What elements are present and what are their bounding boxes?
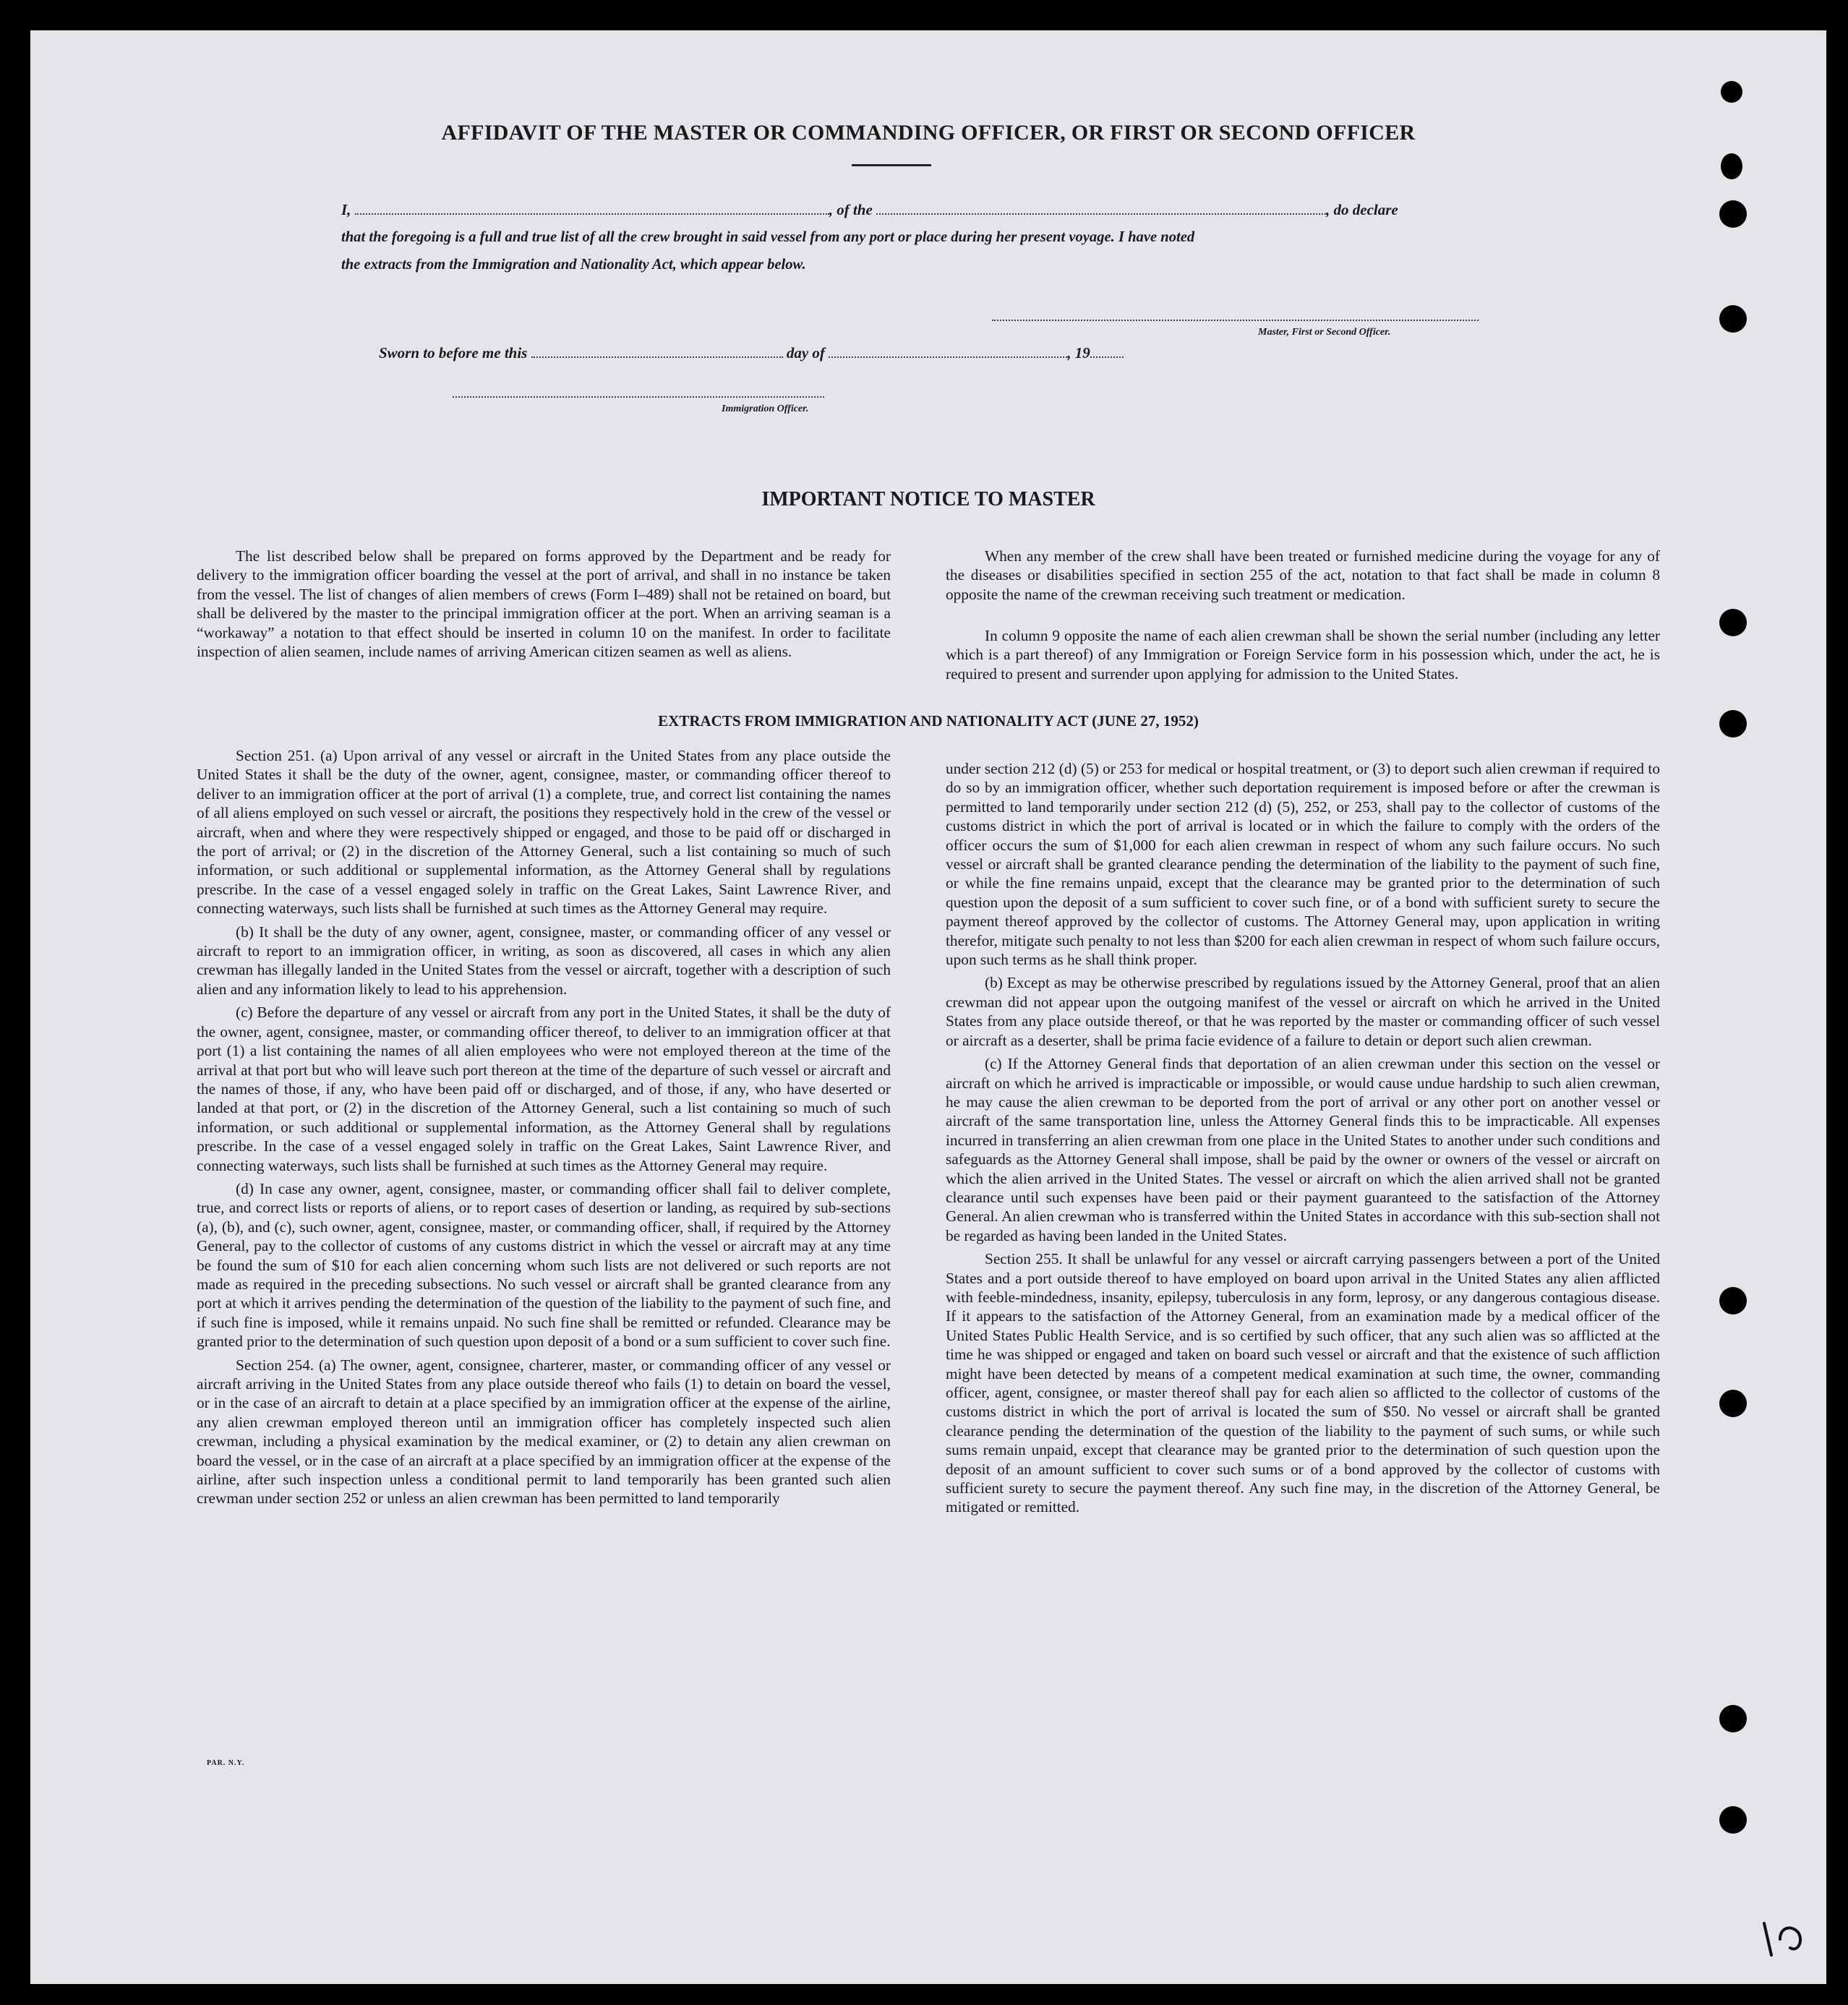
section-251-a: Section 251. (a) Upon arrival of any vessel or aircraft in the United States from any place outside the United States it shall be the duty of the owner, agent, consignee, master, or commanding officer thereof to deliver to an immigration officer at the port of arrival (1) a complete, true, and correct list containing the names of all aliens employed on such vessel or aircraft, the positions they respectively hold in the crew of the vessel or aircraft, when and where they were respectively shipped or engaged, and those to be paid off or discharged in the port of arrival; or (2) in the discretion of the Attorney General, such a list containing so much of such information, or such additional or supplemental information, as the Attorney General shall by regulations prescribe. In the case of a vessel engaged solely in traffic on the Great Lakes, Saint Lawrence River, and connecting waterways, such lists shall be furnished at such times as the Attorney General may require. — [197, 747, 891, 918]
declaration-text-2: the extracts from the Immigration and Nationality Act, which appear below. — [341, 257, 806, 273]
notice-right-paragraph-1: When any member of the crew shall have been treated or furnished medicine during the voyage for any of the diseases or disabilities specified in section 255 of the act, notation to that fact shall be made in column 8 opposite the name of the crewman receiving such treatment or medication. — [946, 547, 1660, 603]
extracts-right-column — [946, 759, 1660, 1521]
declaration-line — [341, 201, 1398, 219]
section-254-b: (b) Except as may be otherwise prescribed by regulations issued by the Attorney General, proof that an alien crewman did not appear upon the outgoing manifest of the vessel or aircraft on which he arrived in the United States from any place outside thereof, or that he was reported by the master or commanding officer of such vessel or aircraft as a deserter, shall be prima facie evidence of a failure to detain or deport such alien crewman. — [946, 974, 1660, 1049]
day-of-label: day of — [786, 344, 825, 362]
binder-hole — [1721, 81, 1742, 103]
document-page — [30, 30, 1826, 1984]
declaration-text-1: that the foregoing is a full and true list of all the crew brought in said vessel from any port or place during her present voyage. I have noted — [341, 229, 1195, 245]
binder-hole — [1719, 305, 1747, 333]
section-251-d: (d) In case any owner, agent, consignee, master, or commanding officer shall fail to deliver complete, true, and correct lists or reports of aliens, or to report cases of desertion or landing, as required by sub-sections (a), (b), and (c), such owner, agent, consignee, master, or commanding officer, shall, if required by the Attorney General, pay to the collector of customs of any customs district in which the vessel or aircraft may at any time be found the sum of $10 for each alien concerning whom such lists are not delivered or such reports are not made as required in the preceding subsections. No such vessel or aircraft shall be granted clearance from any port at which it arrives pending the determination of the question of the liability to the payment of such fine, and if such fine is imposed, while it remains unpaid. No such fine shall be remitted or refunded. Clearance may be granted prior to the determination of such question upon deposit of a bond or a sum sufficient to cover such fine. — [197, 1179, 891, 1351]
do-declare-label: , do declare — [1326, 201, 1398, 218]
affidavit-title: AFFIDAVIT OF THE MASTER OR COMMANDING OFFICER, OR FIRST OR SECOND OFFICER — [441, 121, 1416, 145]
master-signature-line[interactable] — [992, 320, 1479, 321]
officer-signature-line[interactable] — [453, 396, 824, 398]
binder-hole — [1719, 200, 1747, 228]
extracts-title: EXTRACTS FROM IMMIGRATION AND NATIONALITY ACT (JUNE 27, 1952) — [658, 712, 1199, 730]
section-254-c: (c) If the Attorney General finds that deportation of an alien crewman under this section on the vessel or aircraft on which he arrived is impracticable or impossible, or would cause undue hardship to such alien crewman, he may cause the alien crewman to be deported from the port of arrival or any other port on another vessel or aircraft of the same transportation line, unless the Attorney General finds this to be impracticable. All expenses incurred in transferring an alien crewman from one place in the United States to another under such conditions and safeguards as the Attorney General shall impose, shall be paid by the owner or owners of the vessel or aircraft on which the alien arrived in the United States. The vessel or aircraft on which the alien arrived shall not be granted clearance until such expenses have been paid or their payment guaranteed to the satisfaction of the Attorney General. An alien crewman who is transferred within the United States in accordance with this sub-section shall not be regarded as having been landed in the United States. — [946, 1055, 1660, 1244]
binder-hole — [1719, 710, 1747, 738]
binder-hole — [1719, 1806, 1747, 1834]
master-caption: Master, First or Second Officer. — [1258, 327, 1391, 338]
printer-mark: PAR. N.Y. — [207, 1759, 245, 1767]
i-label: I, — [341, 201, 351, 218]
notice-right-paragraph-2: In column 9 opposite the name of each alien crewman shall be shown the serial number (including any letter which is a part thereof) of any Immigration or Foreign Service form in his possession which, under the act, he is required to present and surrender upon applying for admission to the United States. — [946, 627, 1660, 683]
vessel-field[interactable] — [876, 203, 1326, 215]
year-field[interactable] — [1090, 346, 1124, 358]
sworn-date-field[interactable] — [531, 346, 783, 358]
month-field[interactable] — [829, 346, 1067, 358]
notice-title: IMPORTANT NOTICE TO MASTER — [761, 488, 1095, 510]
handwritten-page-number — [1758, 1910, 1809, 1961]
binder-hole — [1719, 1287, 1747, 1314]
binder-hole — [1719, 609, 1747, 636]
section-254-a: Section 254. (a) The owner, agent, consignee, charterer, master, or commanding officer of any vessel or aircraft arriving in the United States from any place outside thereof who fails (1) to detain on board the vessel, or in the case of an aircraft to detain at a place specified by an immigration officer at the expense of the airline, any alien crewman employed thereon until an immigration officer has completely inspected such alien crewman, including a physical examination by the medical examiner, or (2) to detain any alien crewman on board the vessel, or in the case of an aircraft at a place specified by an immigration officer at the expense of the airline, after such inspection unless a conditional permit to land temporarily has been granted such alien crewman under section 252 or unless an alien crewman has been permitted to land temporarily — [197, 1356, 891, 1508]
section-251-b: (b) It shall be the duty of any owner, agent, consignee, master, or commanding officer of any vessel or aircraft to report to an immigration officer, in writing, as soon as discovered, all cases in which any alien crewman has illegally landed in the United States from the vessel or aircraft, together with a description of such alien and any information likely to lead to his apprehension. — [197, 923, 891, 998]
section-251-c: (c) Before the departure of any vessel or aircraft from any port in the United States, it shall be the duty of the owner, agent, consignee, master, or commanding officer thereof, to deliver to an immigration officer at that port (1) a list containing the names of all alien employees who were not employed thereon at the time of the arrival at that port but who will leave such port thereon at the time of the departure of such vessel or aircraft and the names of those, if any, who have been paid off or discharged, and of those, if any, who have deserted or landed at that port, or (2) in the discretion of the Attorney General, such a list containing so much of such information, or such additional or supplemental information, as the Attorney General shall by regulations prescribe. In the case of a vessel engaged solely in traffic on the Great Lakes, Saint Lawrence River, and connecting waterways, such lists shall be furnished at such times as the Attorney General may require. — [197, 1004, 891, 1174]
section-254-a-continued: under section 212 (d) (5) or 253 for medical or hospital treatment, or (3) to deport such alien crewman if required to do so by an immigration officer, whether such deportation requirement is imposed before or after the crewman is permitted to land temporarily under section 212 (d) (5), 252, or 253, shall pay to the collector of customs of the customs district in which the port of arrival is located or in which the failure to comply with the orders of the officer occurs the sum of $1,000 for each alien crewman in respect of whom any such failure occurs. No such vessel or aircraft shall be granted clearance pending the determination of the liability to the payment of such fine, or while the fine remains unpaid, except that the clearance may be granted prior to the determination of such question upon the deposit of a sum sufficient to cover such fine, or of a bond with sufficient surety to secure the payment thereof approved by the collector of customs. The Attorney General may, upon application in writing therefor, mitigate such penalty to not less than $200 for each alien crewman in respect of whom such failure occurs, upon such terms as he shall think proper. — [946, 760, 1660, 969]
of-the-label: , of the — [829, 201, 873, 218]
section-255: Section 255. It shall be unlawful for any vessel or aircraft carrying passengers between a port of the United States and a port outside thereof to have employed on board upon arrival in the United States any alien afflicted with feeble-mindedness, insanity, epilepsy, tuberculosis in any form, leprosy, or any dangerous contagious disease. If it appears to the satisfaction of the Attorney General, from an examination made by a medical officer of the United States Public Health Service, and is so certified by such officer, that any such alien was so afflicted at the time he was shipped or engaged and taken on board such vessel or aircraft and that the existence of such affliction might have been detected by means of a competent medical examination at such time, the owner, commanding officer, agent, consignee, or master thereof shall pay for each alien so afflicted to the collector of customs of the customs district in which the port of arrival is located the sum of $50. No vessel or aircraft shall be granted clearance pending the determination of the question of the liability to the payment of such sums, or while such sums remain unpaid, except that clearance may be granted prior to the determination of such question upon the deposit of an amount sufficient to cover such sums or of a bond approved by the collector of customs with sufficient surety to secure the payment thereof. Any such fine may, in the discretion of the Attorney General, be mitigated or remitted. — [946, 1250, 1660, 1516]
sworn-line — [379, 344, 1124, 362]
year-label: , 19 — [1067, 344, 1090, 362]
notice-left-paragraph: The list described below shall be prepared on forms approved by the Department and be ready for delivery to the immigration officer boarding the vessel at the port of arrival, and shall in no instance be taken from the vessel. The list of changes of alien members of crews (Form I–489) shall not be retained on board, but shall be delivered by the master to the principal immigration officer at the port. When an arriving seaman is a “workaway” a notation to that effect should be inserted in column 10 on the manifest. In order to facilitate inspection of alien seamen, include names of arriving American citizen seamen as well as aliens. — [197, 547, 891, 661]
name-field[interactable] — [355, 203, 829, 215]
binder-hole — [1721, 153, 1742, 179]
binder-hole — [1719, 1390, 1747, 1417]
sworn-label: Sworn to before me this — [379, 344, 528, 362]
extracts-left-column — [197, 746, 891, 1513]
officer-caption: Immigration Officer. — [722, 403, 809, 414]
title-rule — [852, 164, 931, 166]
binder-hole — [1719, 1705, 1747, 1732]
